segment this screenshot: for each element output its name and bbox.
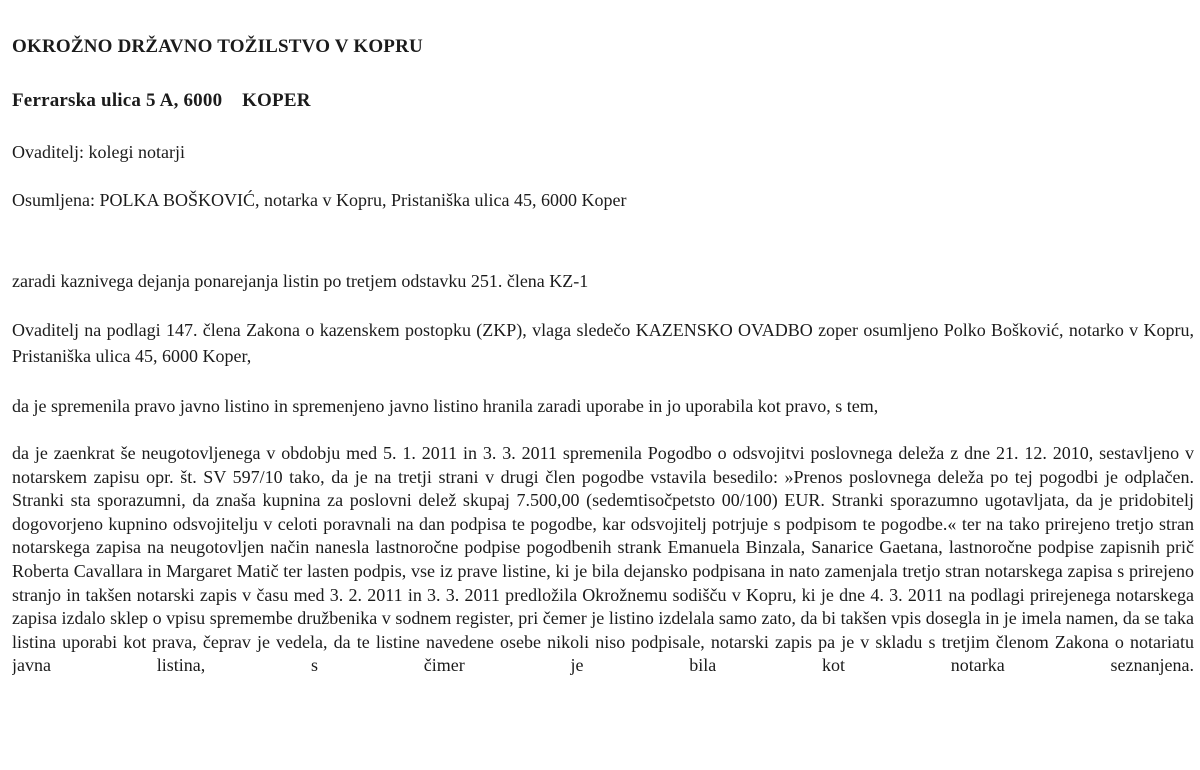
complainant-line: Ovaditelj: kolegi notarji (12, 142, 185, 162)
offense-line: zaradi kaznivega dejanja ponarejanja listin po tretjem odstavku 251. člena KZ-1 (12, 271, 589, 291)
filing-paragraph: Ovaditelj na podlagi 147. člena Zakona o kazenskem postopku (ZKP), vlaga sledečo KAZENSKO OVADBO zoper osumljeno Polko Bošković, notarko v Kopru, Pristaniška ulica 45, 6000 Koper, (12, 320, 1194, 366)
details-paragraph: da je zaenkrat še neugotovljenega v obdobju med 5. 1. 2011 in 3. 3. 2011 spremenila Pogodbo o odsvojitvi poslovnega deleža z dne 21. 12. 2010, sestavljeno v notarskem zapisu opr. št. SV 597/10 tako, da je na tretji strani v drugi člen pogodbe vstavila besedilo: »Prenos poslovnega deleža po tej pogodbi je odplačen. Stranki sta sporazumni, da znaša kupnina za poslovni delež skupaj 7.500,00 (sedemtisočpetsto 00/100) EUR. Stranki sporazumno ugotavljata, da je pridobitelj dogovorjeno kupnino odsvojitelju v celoti poravnali na dan podpisa te pogodbe, kar odsvojitelj potrjuje s podpisom te pogodbe.« ter na tako prirejeno tretjo stran notarskega zapisa na neugotovljen način nanesla lastnoročne podpise pogodbenih strank Emanuela Binzala, Sanarice Gaetana, lastnoročne podpise zapisnih prič Roberta Cavallara in Margaret Matič ter lasten podpis, vse iz prave listine, ki je bila dejansko podpisana in nato zamenjala tretjo stran notarskega zapisa s prirejeno stranjo in takšen notarski zapis v času med 3. 2. 2011 in 3. 3. 2011 predložila Okrožnemu sodišču v Kopru, ki je dne 4. 3. 2011 na podlagi prirejenega notarskega zapisa izdalo sklep o vpisu spremembe družbenika v sodnem register, pri čemer je listino izdelala samo zato, da bi takšen vpis dosegla in je imela namen, da se taka listina uporabi kot prava, čeprav je vedela, da te listine navedene osebe nikoli niso podpisale, notarski zapis pa je v skladu s tretjim členom Zakona o notariatu javna listina, s čimer je bila kot notarka seznanjena. (12, 443, 1194, 676)
document-page (12, 0, 1194, 770)
charge-line: da je spremenila pravo javno listino in spremenjeno javno listino hranila zaradi uporabe in jo uporabila kot pravo, s tem, (12, 396, 879, 416)
suspect-line: Osumljena: POLKA BOŠKOVIĆ, notarka v Kopru, Pristaniška ulica 45, 6000 Koper (12, 190, 627, 210)
office-heading: OKROŽNO DRŽAVNO TOŽILSTVO V KOPRU (12, 36, 423, 57)
office-address: Ferrarska ulica 5 A, 6000 KOPER (12, 90, 311, 111)
